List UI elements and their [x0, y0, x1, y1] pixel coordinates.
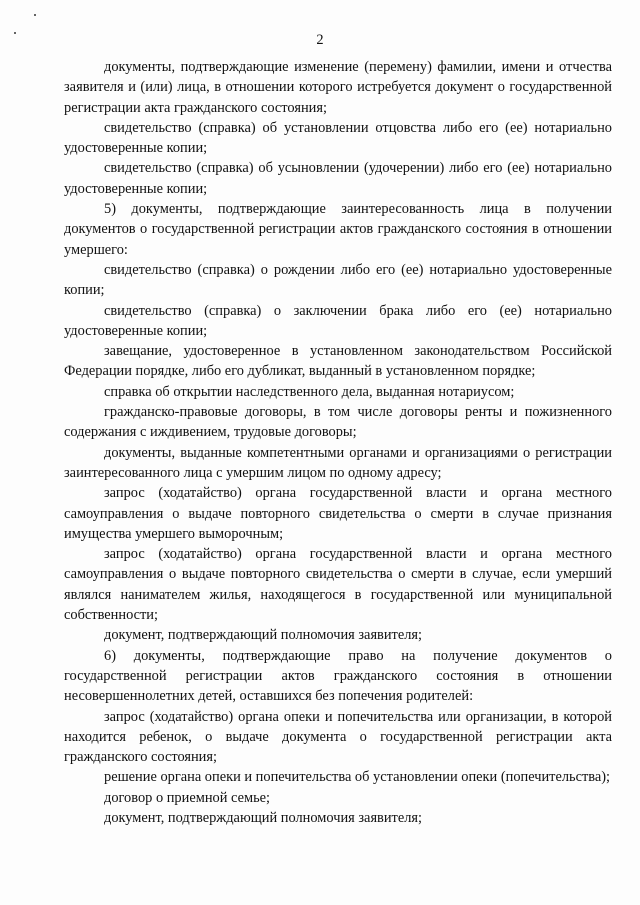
paragraph-adoption-certificate: свидетельство (справка) об усыновлении (удочерении) либо его (ее) нотариально удостоверенные копии;: [64, 160, 612, 197]
paragraph-escheat-request: запрос (ходатайство) органа государственной власти и органа местного самоуправления о выдаче повторного свидетельства о смерти в случае признания имущества умершего выморочным;: [64, 485, 612, 542]
paragraph-guardianship-request: запрос (ходатайство) органа опеки и попечительства или организации, в которой находится ребенок, о выдаче документа о государственной регистрации акта гражданского состояния;: [64, 708, 612, 766]
paragraph-will: завещание, удостоверенное в установленном законодательством Российской Федерации порядке, либо его дубликат, выданный в установленном порядке;: [64, 343, 612, 380]
paragraph-item-6: 6) документы, подтверждающие право на получение документов о государственной регистрации актов гражданского состояния в отношении несовершеннолетних детей, оставшихся без попечения родителей:: [64, 647, 612, 705]
paragraph-guardianship-decision: решение органа опеки и попечительства об установлении опеки (попечительства);: [104, 769, 611, 786]
paragraph-marriage-certificate: свидетельство (справка) о заключении брака либо его (ее) нотариально удостоверенные копии;: [64, 302, 612, 339]
paragraph-tenant-request: запрос (ходатайство) органа государственной власти и органа местного самоуправления о выдаче повторного свидетельства о смерти в случае, если умерший являлся нанимателем жилья, находящегося в государственной или муниципальной собственности;: [64, 546, 612, 624]
paragraph-name-change-docs: документы, подтверждающие изменение (перемену) фамилии, имени и отчества заявителя и (или) лица, в отношении которого истребуется документ о государственной регистрации акта гражданского состояния;: [64, 59, 612, 116]
paragraph-item-5: 5) документы, подтверждающие заинтересованность лица в получении документов о государственной регистрации актов гражданского состояния в отношении умершего:: [64, 201, 612, 258]
page-number: 2: [316, 32, 324, 48]
paragraph-registration-docs: документы, выданные компетентными органами и организациями о регистрации заинтересованного лица с умершим лицом по одному адресу;: [64, 444, 612, 481]
paragraph-authority-doc: документ, подтверждающий полномочия заявителя;: [104, 627, 423, 644]
document-body: [64, 57, 612, 828]
paragraph-birth-certificate: свидетельство (справка) о рождении либо его (ее) нотариально удостоверенные копии;: [64, 261, 612, 299]
paragraph-authority-doc-2: документ, подтверждающий полномочия заявителя;: [104, 809, 423, 826]
paragraph-civil-contracts: гражданско-правовые договоры, в том числе договоры ренты и пожизненного содержания с иждивением, трудовые договоры;: [64, 404, 612, 441]
paragraph-foster-contract: договор о приемной семье;: [104, 789, 271, 806]
scan-speck: [34, 14, 36, 16]
paragraph-inheritance-case: справка об открытии наследственного дела, выданная нотариусом;: [104, 383, 515, 400]
paragraph-paternity-certificate: свидетельство (справка) об установлении отцовства либо его (ее) нотариально удостоверенные копии;: [64, 119, 612, 157]
